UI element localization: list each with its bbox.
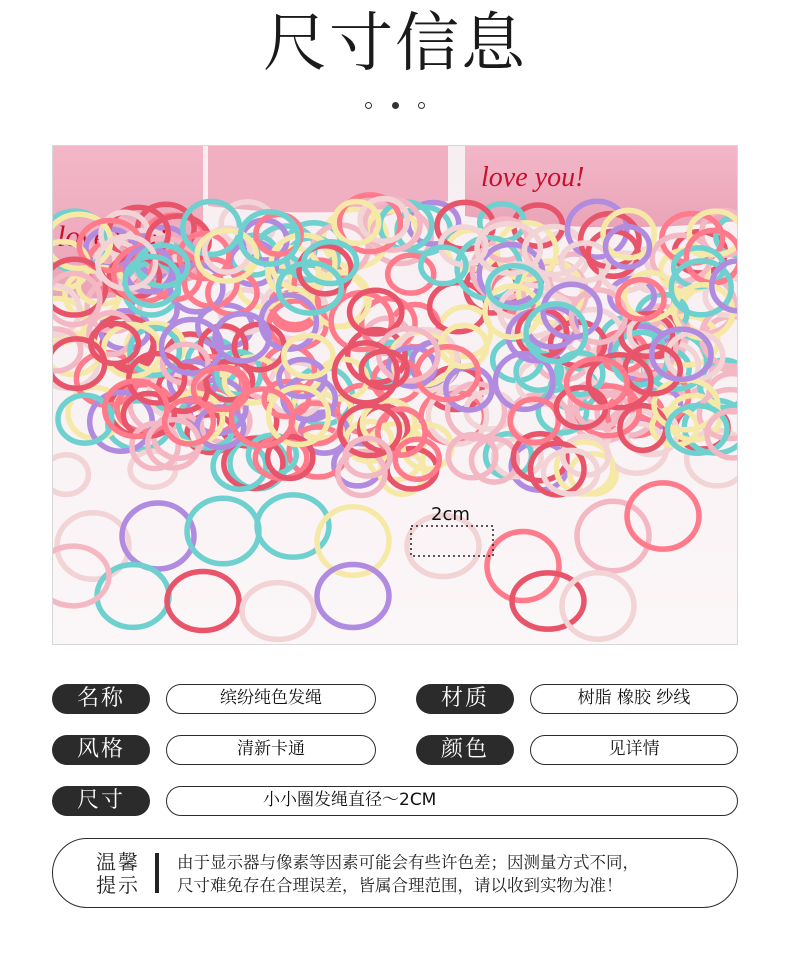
scale-label: 2cm [431,504,470,525]
notice-title-line: 提示 [96,873,140,897]
spec-label-style: 风格 [52,735,150,765]
spec-value-color: 见详情 [530,735,738,765]
carousel-indicator [0,94,790,113]
hair-ties-illustration [53,146,738,645]
spec-label-color: 颜色 [416,735,514,765]
spec-label-material: 材质 [416,684,514,714]
spec-value-name: 缤纷纯色发绳 [166,684,376,714]
notice-title-line: 温馨 [96,850,140,874]
product-photo [52,145,738,645]
notice-box [52,838,738,908]
spec-value-size: 小小圈发绳直径～2CM [166,786,738,816]
indicator-dot [418,102,425,109]
spec-label-name: 名称 [52,684,150,714]
indicator-dot [365,102,372,109]
box-text: love you! [57,220,168,253]
notice-text-line: 由于显示器与像素等因素可能会有些许色差；因测量方式不同， [177,853,639,872]
box-text: love you! [481,162,585,193]
page-title: 尺寸信息 [263,7,527,81]
notice-title [95,851,141,897]
notice-text-line: 尺寸难免存在合理误差，皆属合理范围，请以收到实物为准！ [177,876,623,895]
notice-divider [155,853,159,893]
spec-value-material: 树脂 橡胶 纱线 [530,684,738,714]
spec-label-size: 尺寸 [52,786,150,816]
spec-value-style: 清新卡通 [166,735,376,765]
indicator-dot-active [392,102,399,109]
notice-text [177,851,639,897]
